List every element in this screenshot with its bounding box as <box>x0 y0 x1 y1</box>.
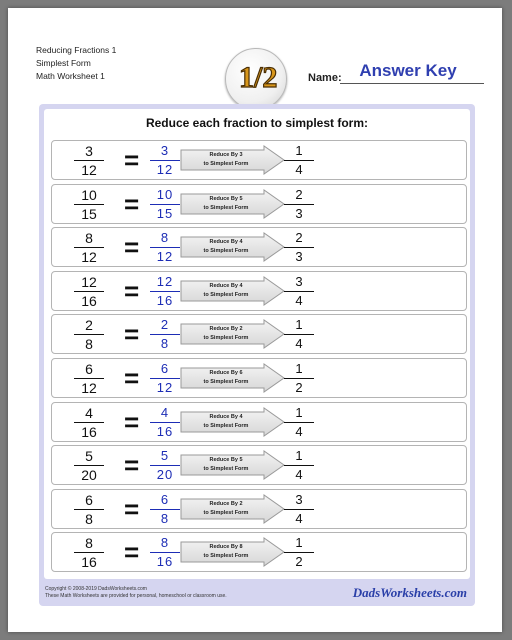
given-denominator: 16 <box>81 423 97 440</box>
reduce-arrow <box>180 276 286 306</box>
fraction-bar <box>150 422 180 423</box>
answer-numerator: 3 <box>295 491 303 507</box>
given-fraction <box>74 187 104 222</box>
given-denominator: 12 <box>81 162 97 178</box>
reduce-instruction <box>180 238 272 256</box>
answer-numerator: 1 <box>295 143 303 158</box>
answer-fraction <box>284 448 314 483</box>
to-simplest-label: to Simplest Form <box>203 379 249 385</box>
answer-denominator: 3 <box>295 249 303 265</box>
reduce-arrow <box>180 319 286 349</box>
answer-fraction <box>284 405 314 440</box>
copied-denominator: 12 <box>156 249 174 265</box>
reduce-by-label: Reduce By 5 <box>209 195 243 202</box>
copied-numerator: 4 <box>160 404 170 420</box>
reduce-by-label: Reduce By 4 <box>209 282 243 289</box>
fraction-bar <box>284 378 314 379</box>
given-numerator: 5 <box>85 448 93 465</box>
given-numerator: 2 <box>85 317 93 334</box>
fraction-bar <box>284 291 314 292</box>
fraction-bar <box>150 334 180 335</box>
reduce-by-label: Reduce By 6 <box>209 370 243 376</box>
answer-numerator: 1 <box>295 361 303 376</box>
copied-fraction <box>150 230 180 265</box>
copied-denominator: 15 <box>156 205 174 221</box>
reduce-instruction <box>180 456 272 474</box>
reduce-arrow <box>180 363 286 393</box>
fraction-bar <box>150 465 180 466</box>
answer-key-label: Answer Key <box>359 61 457 80</box>
fraction-bar <box>150 552 180 553</box>
problem-row <box>51 445 467 485</box>
fraction-bar <box>74 334 104 335</box>
fraction-bar <box>74 378 104 379</box>
reduce-instruction <box>180 413 272 431</box>
usage-note: These Math Worksheets are provided for personal, homeschool or classroom use. <box>45 593 227 599</box>
answer-fraction <box>284 274 314 309</box>
name-label: Name: <box>308 72 342 84</box>
copied-numerator: 8 <box>160 535 170 551</box>
given-fraction <box>74 361 104 396</box>
to-simplest-label: to Simplest Form <box>203 204 249 211</box>
given-fraction <box>74 492 104 527</box>
given-numerator: 8 <box>85 230 93 247</box>
problem-row <box>51 402 467 442</box>
copyright-text: Copyright © 2008-2019 DadsWorksheets.com <box>45 586 147 592</box>
fraction-bar <box>284 334 314 335</box>
fraction-bar <box>284 465 314 466</box>
reduce-by-label: Reduce By 4 <box>209 413 243 420</box>
equals-sign: = <box>124 145 140 175</box>
equals-sign: = <box>124 406 140 437</box>
copied-numerator: 8 <box>160 230 170 246</box>
reduce-instruction <box>180 195 272 213</box>
answer-fraction <box>284 230 314 265</box>
copied-denominator: 20 <box>156 467 174 483</box>
given-denominator: 16 <box>81 292 97 309</box>
given-denominator: 8 <box>85 336 93 353</box>
fraction-bar <box>74 204 104 205</box>
given-fraction <box>74 317 104 352</box>
reduce-arrow <box>180 232 286 262</box>
copied-denominator: 16 <box>156 554 174 570</box>
fraction-bar <box>74 552 104 553</box>
copied-numerator: 10 <box>156 186 174 202</box>
answer-fraction <box>284 187 314 222</box>
half-fraction-logo <box>225 48 287 110</box>
given-numerator: 6 <box>85 491 93 508</box>
given-numerator: 6 <box>85 361 93 377</box>
given-fraction <box>74 274 104 309</box>
given-denominator: 12 <box>81 380 97 396</box>
copied-numerator: 2 <box>160 317 170 333</box>
answer-denominator: 4 <box>295 423 303 439</box>
given-denominator: 15 <box>81 205 97 222</box>
fraction-bar <box>150 247 180 248</box>
fraction-bar <box>150 378 180 379</box>
answer-fraction <box>284 492 314 527</box>
equals-sign: = <box>124 275 140 306</box>
answer-denominator: 4 <box>295 467 303 483</box>
answer-denominator: 4 <box>295 510 303 526</box>
fraction-bar <box>74 509 104 510</box>
copied-fraction <box>150 143 180 178</box>
copied-denominator: 12 <box>156 162 174 177</box>
answer-numerator: 3 <box>295 273 303 289</box>
reduce-instruction <box>180 151 272 169</box>
reduce-arrow <box>180 450 286 480</box>
problem-row <box>51 227 467 267</box>
to-simplest-label: to Simplest Form <box>203 553 249 560</box>
fraction-bar <box>74 422 104 423</box>
fraction-bar <box>284 552 314 553</box>
copied-fraction <box>150 361 180 396</box>
copied-numerator: 5 <box>160 448 170 464</box>
reduce-by-label: Reduce By 8 <box>209 544 243 551</box>
given-denominator: 12 <box>81 249 97 266</box>
fraction-bar <box>284 422 314 423</box>
equals-sign: = <box>124 319 140 350</box>
equals-sign: = <box>124 537 140 568</box>
reduce-instruction <box>180 500 272 518</box>
copied-numerator: 12 <box>156 273 174 289</box>
fraction-bar <box>150 204 180 205</box>
fraction-bar <box>284 204 314 205</box>
given-fraction <box>74 535 104 570</box>
reduce-arrow <box>180 145 286 175</box>
given-numerator: 12 <box>81 273 97 290</box>
reduce-by-label: Reduce By 4 <box>209 239 243 246</box>
fraction-bar <box>150 160 180 161</box>
worksheet-page <box>8 8 502 632</box>
worksheet-title <box>36 44 116 83</box>
title-line-3: Math Worksheet 1 <box>36 71 105 81</box>
reduce-arrow <box>180 537 286 567</box>
reduce-instruction <box>180 325 272 343</box>
reduce-by-label: Reduce By 2 <box>209 500 243 507</box>
title-line-1: Reducing Fractions 1 <box>36 45 117 55</box>
to-simplest-label: to Simplest Form <box>203 466 249 473</box>
answer-numerator: 1 <box>295 535 303 551</box>
equals-sign: = <box>124 493 140 524</box>
answer-fraction <box>284 361 314 396</box>
answer-numerator: 2 <box>295 230 303 246</box>
given-fraction <box>74 230 104 265</box>
problem-row <box>51 184 467 224</box>
fraction-bar <box>284 509 314 510</box>
problem-row <box>51 140 467 180</box>
reduce-instruction <box>180 282 272 300</box>
to-simplest-label: to Simplest Form <box>203 509 249 516</box>
reduce-arrow <box>180 494 286 524</box>
brand-logo: DadsWorksheets.com <box>352 585 467 600</box>
answer-numerator: 1 <box>295 317 303 333</box>
name-line <box>340 83 484 84</box>
to-simplest-label: to Simplest Form <box>203 161 249 167</box>
copied-fraction <box>150 492 180 527</box>
instructions: Reduce each fraction to simplest form: <box>145 116 369 130</box>
problems-panel <box>44 109 470 579</box>
answer-denominator: 3 <box>295 205 303 221</box>
answer-denominator: 2 <box>295 380 303 395</box>
problems-frame <box>39 104 475 584</box>
copied-fraction <box>150 405 180 440</box>
to-simplest-label: to Simplest Form <box>203 335 249 342</box>
fraction-bar <box>74 247 104 248</box>
given-numerator: 10 <box>81 186 97 203</box>
equals-sign: = <box>124 188 140 219</box>
copied-fraction <box>150 317 180 352</box>
copied-denominator: 8 <box>160 510 170 526</box>
copied-denominator: 16 <box>156 292 174 308</box>
fraction-bar <box>150 509 180 510</box>
answer-fraction <box>284 143 314 178</box>
reduce-arrow <box>180 407 286 437</box>
reduce-by-label: Reduce By 5 <box>209 457 243 464</box>
answer-fraction <box>284 317 314 352</box>
given-numerator: 8 <box>85 535 93 552</box>
given-numerator: 4 <box>85 404 93 421</box>
answer-numerator: 1 <box>295 448 303 464</box>
fraction-bar <box>74 291 104 292</box>
answer-denominator: 4 <box>295 162 303 177</box>
fraction-bar <box>74 465 104 466</box>
equals-sign: = <box>124 363 140 393</box>
copied-denominator: 12 <box>156 380 174 395</box>
copied-denominator: 8 <box>160 336 170 352</box>
reduce-instruction <box>180 543 272 561</box>
answer-denominator: 2 <box>295 554 303 570</box>
reduce-arrow <box>180 189 286 219</box>
answer-numerator: 2 <box>295 186 303 202</box>
given-denominator: 8 <box>85 510 93 527</box>
copied-numerator: 6 <box>160 491 170 507</box>
given-fraction <box>74 405 104 440</box>
title-line-2: Simplest Form <box>36 58 91 68</box>
answer-numerator: 1 <box>295 404 303 420</box>
equals-sign: = <box>124 450 140 481</box>
problem-row <box>51 314 467 354</box>
answer-denominator: 4 <box>295 336 303 352</box>
reduce-instruction <box>180 369 272 387</box>
answer-fraction <box>284 535 314 570</box>
given-fraction <box>74 143 104 178</box>
problem-row <box>51 489 467 529</box>
given-numerator: 3 <box>85 143 93 159</box>
copied-fraction <box>150 274 180 309</box>
copied-fraction <box>150 187 180 222</box>
problem-row <box>51 358 467 398</box>
problem-row <box>51 271 467 311</box>
copyright <box>45 586 227 600</box>
to-simplest-label: to Simplest Form <box>203 422 249 429</box>
footer <box>39 580 475 606</box>
fraction-bar <box>74 160 104 161</box>
answer-denominator: 4 <box>295 292 303 308</box>
given-fraction <box>74 448 104 483</box>
copied-denominator: 16 <box>156 423 174 439</box>
given-denominator: 16 <box>81 554 97 571</box>
to-simplest-label: to Simplest Form <box>203 291 249 298</box>
copied-numerator: 6 <box>160 361 170 376</box>
copied-fraction <box>150 535 180 570</box>
equals-sign: = <box>124 232 140 263</box>
to-simplest-label: to Simplest Form <box>203 248 249 255</box>
copied-numerator: 3 <box>160 143 170 158</box>
given-denominator: 20 <box>81 467 97 484</box>
reduce-by-label: Reduce By 3 <box>209 152 243 158</box>
fraction-bar <box>150 291 180 292</box>
fraction-bar <box>284 247 314 248</box>
reduce-by-label: Reduce By 2 <box>209 326 243 333</box>
problem-row <box>51 532 467 572</box>
copied-fraction <box>150 448 180 483</box>
fraction-bar <box>284 160 314 161</box>
logo-text: 1/2 <box>239 61 278 94</box>
